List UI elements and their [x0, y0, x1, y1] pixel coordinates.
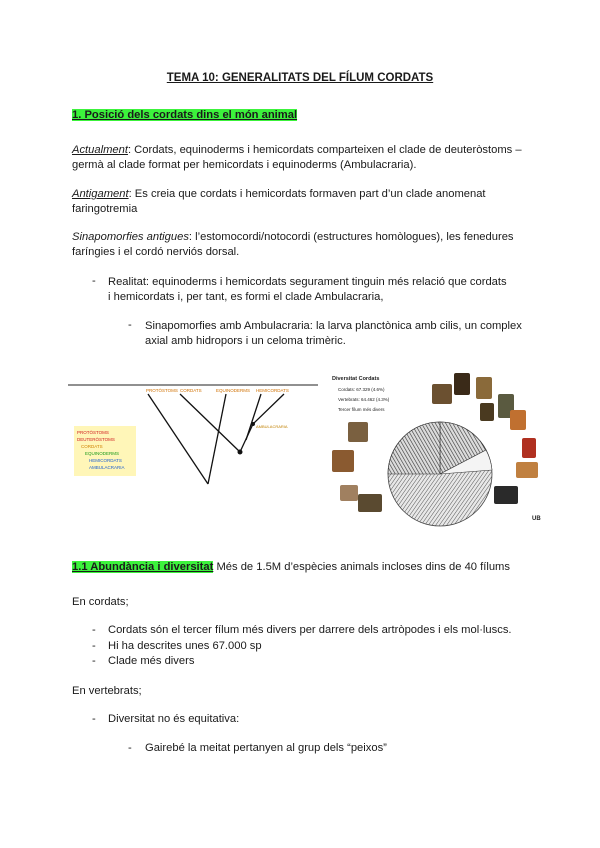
- bullet-realitat: [108, 275, 528, 305]
- bullet-realitat-line1: Realitat: equinoderms i hemicordats segurament tinguin més relació que cordats: [108, 276, 507, 288]
- legend-item: EQUINODERMS: [85, 451, 120, 456]
- pie-stat: Vertebrats: 64.462 (4.3%): [338, 397, 390, 402]
- taxon-label: EQUINODERMS: [216, 388, 251, 393]
- taxon-label: HEMICORDATS: [256, 388, 289, 393]
- bullet-dash: -: [92, 624, 96, 636]
- page-title: TEMA 10: GENERALITATS DEL FÍLUM CORDATS: [166, 72, 434, 84]
- section-heading-1: [72, 109, 297, 121]
- animal-photo: [432, 384, 452, 404]
- phylogeny-tree: [68, 372, 318, 492]
- taxon-label: PROTÒSTOMS: [146, 388, 178, 393]
- text-sinapomorfies-1: : l’estomocordi/notocordi (estructures homòlogues), les fenedures: [188, 231, 514, 243]
- animal-photo: [510, 410, 526, 430]
- bullet-dash: -: [128, 742, 132, 754]
- bullet-dash: -: [128, 319, 132, 331]
- bullet-dash: -: [92, 655, 96, 667]
- vertebrats-subbullet: Gairebé la meitat pertanyen al grup dels “peixos”: [145, 742, 387, 754]
- animal-photo: [516, 462, 538, 478]
- cordats-intro: En cordats;: [72, 596, 129, 608]
- pie-slice: [388, 422, 440, 474]
- diversity-figure: [328, 370, 548, 530]
- legend-item: HEMICORDATS: [89, 458, 122, 463]
- animal-photo: [340, 485, 358, 501]
- label-antigament: Antigament: [72, 188, 129, 200]
- animal-photo: [522, 438, 536, 458]
- legend-item: DEUTERÒSTOMS: [77, 437, 115, 442]
- legend-item: PROTÒSTOMS: [77, 430, 109, 435]
- legend-item: CORDATS: [81, 444, 103, 449]
- section-heading-2: [72, 561, 542, 573]
- paragraph-actualment: [72, 143, 532, 173]
- ub-logo: UB: [532, 516, 541, 522]
- pie-title: Diversitat Cordats: [332, 376, 380, 382]
- vertebrats-bullet: Diversitat no és equitativa:: [108, 713, 240, 725]
- taxon-label: CORDATS: [180, 388, 202, 393]
- animal-photo: [358, 494, 382, 512]
- section-heading-2-text: 1.1 Abundància i diversitat: [72, 561, 214, 573]
- bullet-dash: -: [92, 640, 96, 652]
- text-sinapomorfies-2: faríngies i el cordó nerviós dorsal.: [72, 246, 240, 258]
- label-actualment: Actualment: [72, 144, 128, 156]
- section-heading-2-tail: Més de 1.5M d’espècies animals incloses dins de 40 fílums: [213, 561, 510, 573]
- pie-stat: Cordats: 67.329 (4.6%): [338, 387, 385, 392]
- bullet-sinap-amb-line2: axial amb hidropors i un celoma trimèric.: [145, 335, 346, 347]
- cordats-bullet: Clade més divers: [108, 655, 195, 667]
- bullet-sinap-amb-line1: Sinapomorfies amb Ambulacraria: la larva planctònica amb cilis, un complex: [145, 320, 522, 332]
- section-heading-1-text: 1. Posició dels cordats dins el món animal: [72, 109, 298, 121]
- cordats-bullet: Hi ha descrites unes 67.000 sp: [108, 640, 262, 652]
- paragraph-antigament: [72, 187, 532, 217]
- bullet-realitat-line2: i hemicordats i, per tant, es formi el clade Ambulacraria,: [108, 291, 384, 303]
- text-actualment-1: : Cordats, equinoderms i hemicordats comparteixen el clade de deuteròstoms –: [127, 144, 522, 156]
- bullet-dash: -: [92, 275, 96, 287]
- node-ambulacraria: [251, 422, 255, 426]
- animal-photo: [348, 422, 368, 442]
- paragraph-sinapomorfies: [72, 230, 532, 260]
- animal-photo: [332, 450, 354, 472]
- phylogeny-figure: [68, 372, 318, 492]
- label-sinapomorfies: Sinapomorfies antigues: [72, 231, 189, 243]
- animal-photo: [476, 377, 492, 399]
- legend-item: AMBULACRARIA: [89, 465, 125, 470]
- cordats-bullet: Cordats són el tercer fílum més divers per darrere dels artròpodes i els mol·luscs.: [108, 624, 512, 636]
- text-actualment-2: germà al clade format per hemicordats i equinoderms (Ambulacraria).: [72, 159, 417, 171]
- bullet-dash: -: [92, 713, 96, 725]
- node-deuterostome: [238, 450, 243, 455]
- node-label: AMBULACRARIA: [256, 424, 288, 429]
- animal-photo: [494, 486, 518, 504]
- vertebrats-intro: En vertebrats;: [72, 685, 142, 697]
- tree-branches: [148, 394, 284, 484]
- animal-photo: [480, 403, 494, 421]
- bullet-sinapomorfies-ambulacraria: [145, 319, 535, 349]
- text-antigament-2: faringotremia: [72, 203, 138, 215]
- animal-photo: [454, 373, 470, 395]
- pie-stat: Tercer fílum més divers: [338, 407, 385, 412]
- text-antigament-1: : Es creia que cordats i hemicordats formaven part d’un clade anomenat: [128, 188, 486, 200]
